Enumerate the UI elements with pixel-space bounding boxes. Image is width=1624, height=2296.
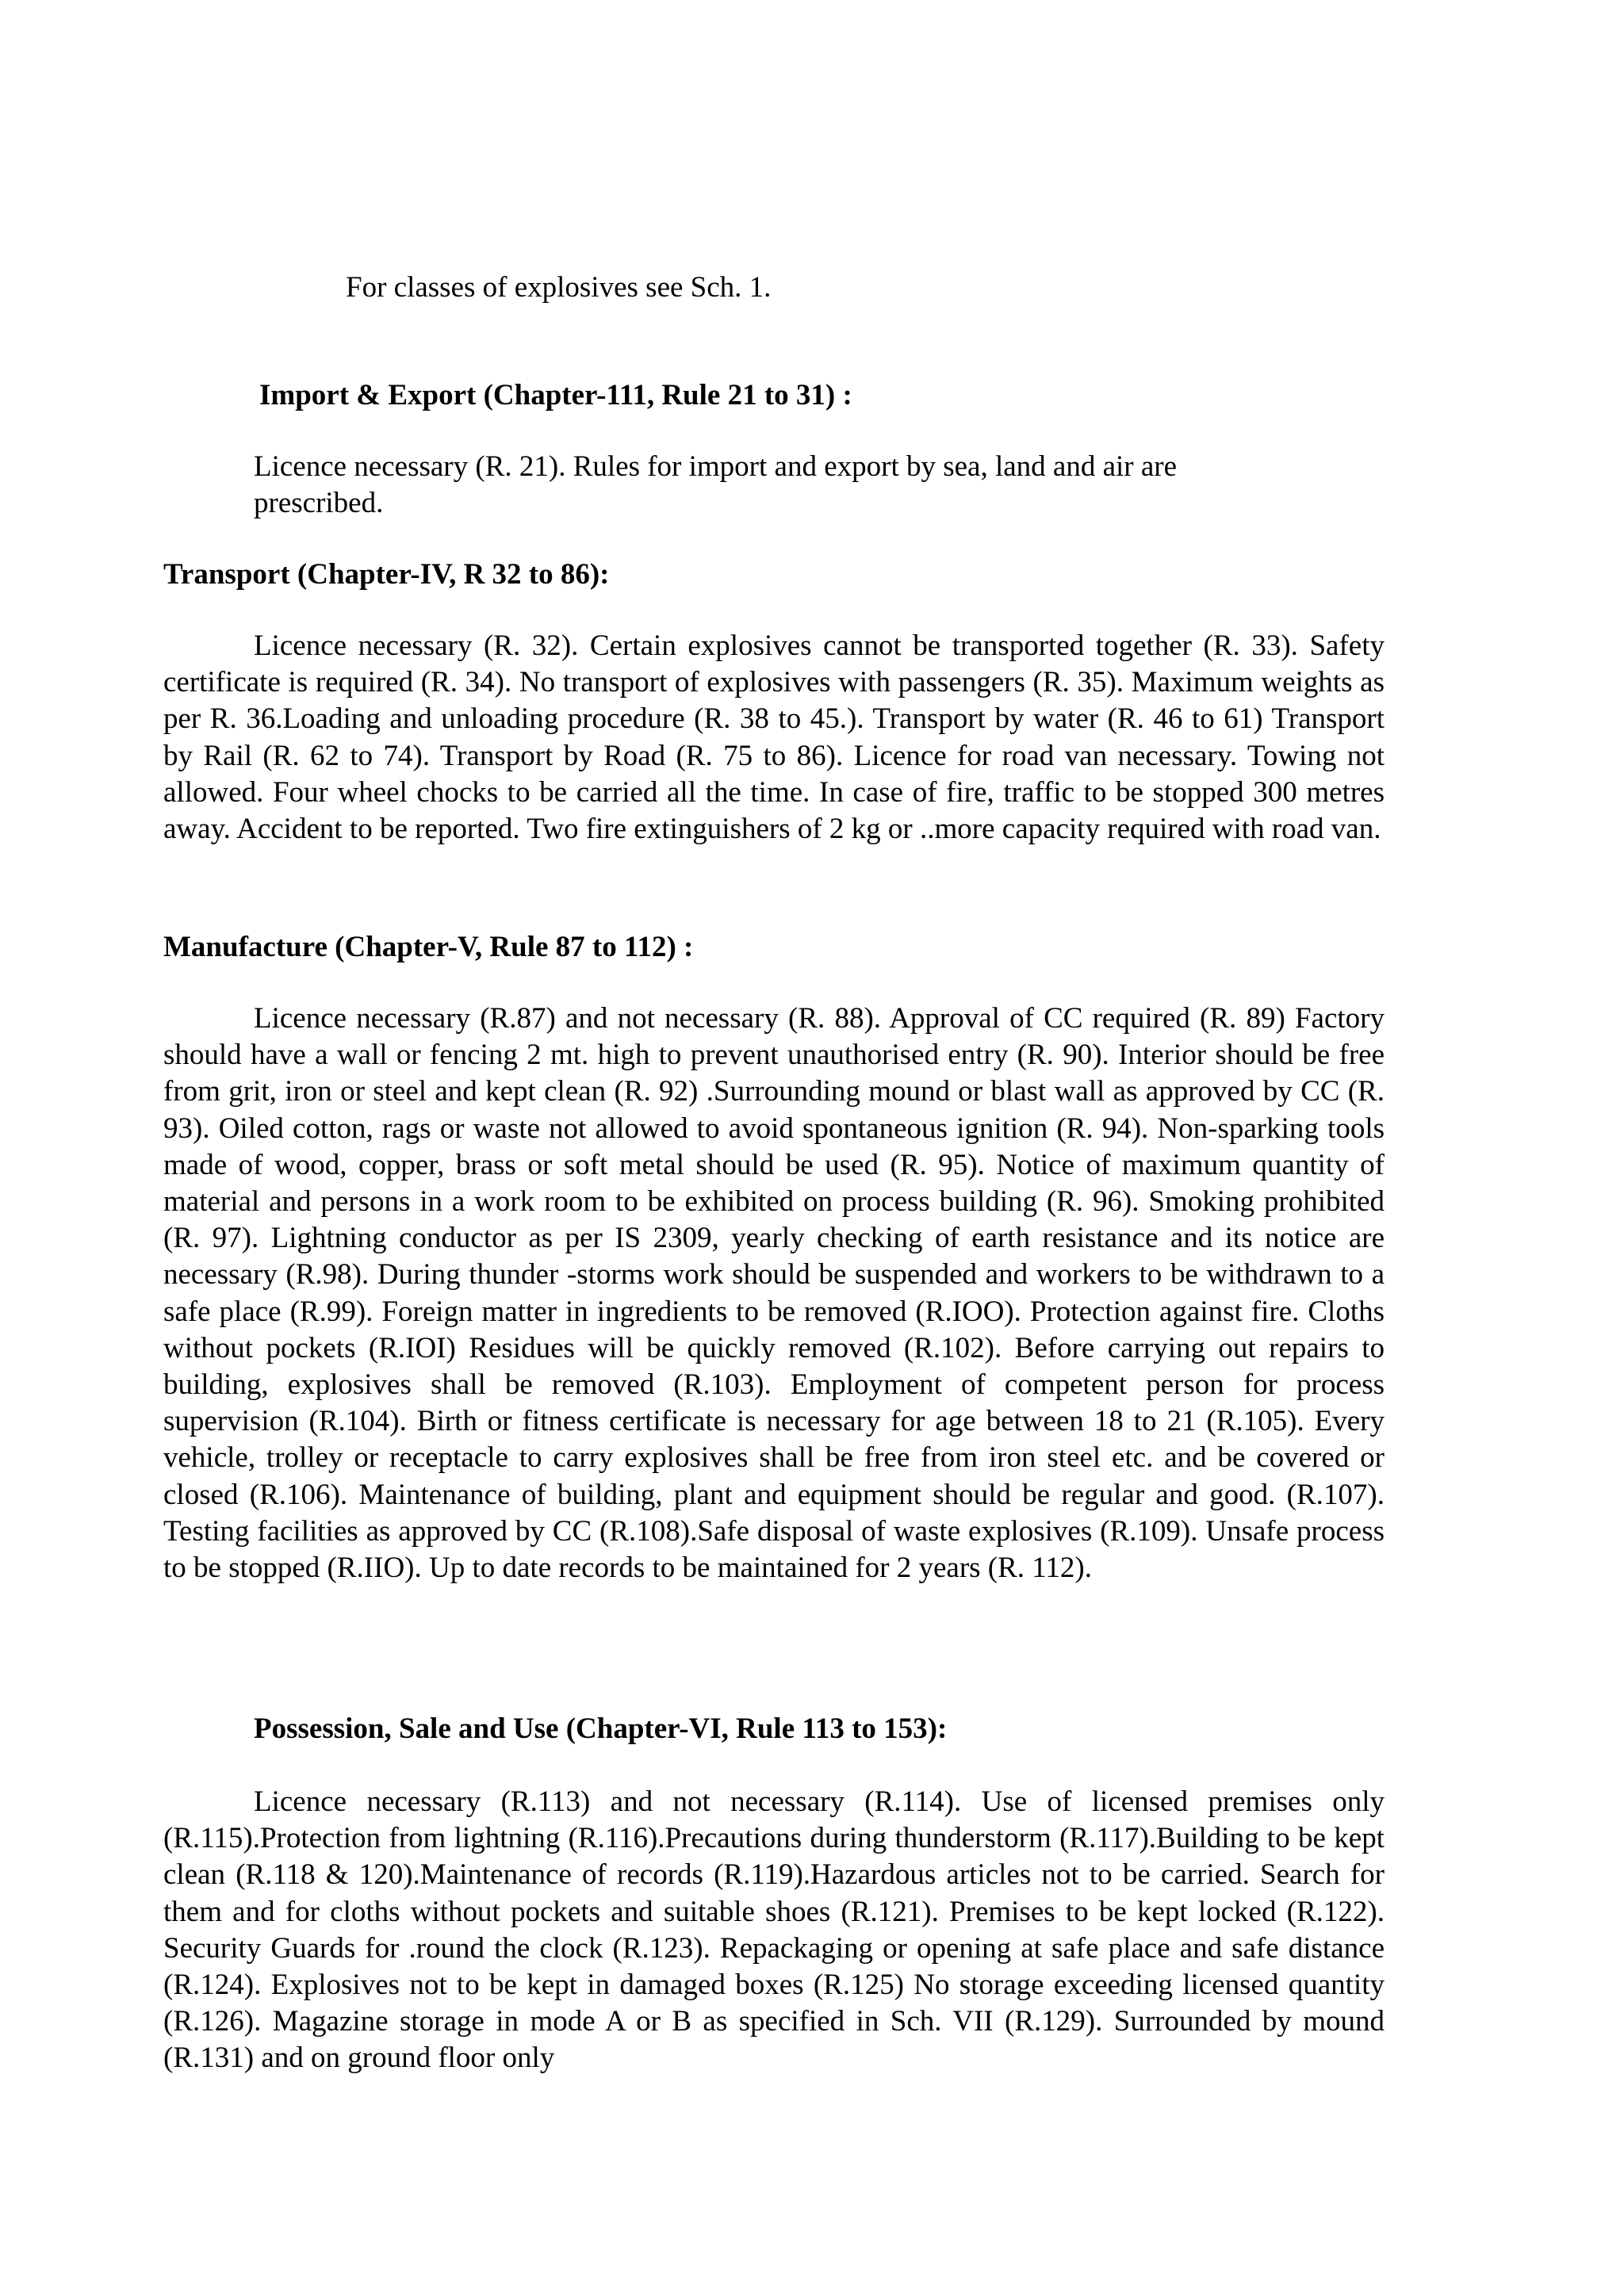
transport-heading: Transport (Chapter-IV, R 32 to 86): <box>163 558 610 591</box>
possession-body: Licence necessary (R.113) and not necessary (R.114). Use of licensed premises only (R.115).Protection from lightning (R.116).Precautions during thunderstorm (R.117).Building to be kept clean (R.118 & 120).Maintenance of records (R.119).Hazardous articles not to be carried. Search for them and for cloths without pockets and suitable shoes (R.121). Premises to be kept locked (R.122). Security Guards for .round the clock (R.123). Repackaging or opening at safe place and safe distance (R.124). Explosives not to be kept in damaged boxes (R.125) No storage exceeding licensed quantity (R.126). Magazine storage in mode A or B as specified in Sch. VII (R.129). Surrounded by mound (R.131) and on ground floor only <box>163 1785 1385 2075</box>
import-export-heading: Import & Export (Chapter-111, Rule 21 to 31) : <box>259 379 852 411</box>
possession-heading: Possession, Sale and Use (Chapter-VI, Rule 113 to 153): <box>254 1712 948 1745</box>
import-export-body: Licence necessary (R. 21). Rules for import and export by sea, land and air are prescribed. <box>254 450 1178 519</box>
transport-body: Licence necessary (R. 32). Certain explosives cannot be transported together (R. 33). Safety certificate is required (R. 34). No transport of explosives with passengers (R. 35). Maximum weights as per R. 36.Loading and unloading procedure (R. 38 to 45.). Transport by water (R. 46 to 61) Transport by Rail (R. 62 to 74). Transport by Road (R. 75 to 86). Licence for road van necessary. Towing not allowed. Four wheel chocks to be carried all the time. In case of fire, traffic to be stopped 300 metres away. Accident to be reported. Two fire extinguishers of 2 kg or ..more capacity required with road van. <box>163 629 1385 846</box>
intro-line: For classes of explosives see Sch. 1. <box>346 271 772 304</box>
manufacture-heading: Manufacture (Chapter-V, Rule 87 to 112) : <box>163 931 694 963</box>
manufacture-body: Licence necessary (R.87) and not necessary (R. 88). Approval of CC required (R. 89) Factory should have a wall or fencing 2 mt. high to prevent unauthorised entry (R. 90). Interior should be free from grit, iron or steel and kept clean (R. 92) .Surrounding mound or blast wall as approved by CC (R. 93). Oiled cotton, rags or waste not allowed to avoid spontaneous ignition (R. 94). Non-sparking tools made of wood, copper, brass or soft metal should be used (R. 95). Notice of maximum quantity of material and persons in a work room to be exhibited on process building (R. 96). Smoking prohibited (R. 97). Lightning conductor as per IS 2309, yearly checking of earth resistance and its notice are necessary (R.98). During thunder -storms work should be suspended and workers to be withdrawn to a safe place (R.99). Foreign matter in ingredients to be removed (R.IOO). Protection against fire. Cloths without pockets (R.IOI) Residues will be quickly removed (R.102). Before carrying out repairs to building, explosives shall be removed (R.103). Employment of competent person for process supervision (R.104). Birth or fitness certificate is necessary for age between 18 to 21 (R.105). Every vehicle, trolley or receptacle to carry explosives shall be free from iron steel etc. and be covered or closed (R.106). Maintenance of building, plant and equipment should be regular and good. (R.107). Testing facilities as approved by CC (R.108).Safe disposal of waste explosives (R.109). Unsafe process to be stopped (R.IIO). Up to date records to be maintained for 2 years (R. 112). <box>163 1002 1385 1585</box>
